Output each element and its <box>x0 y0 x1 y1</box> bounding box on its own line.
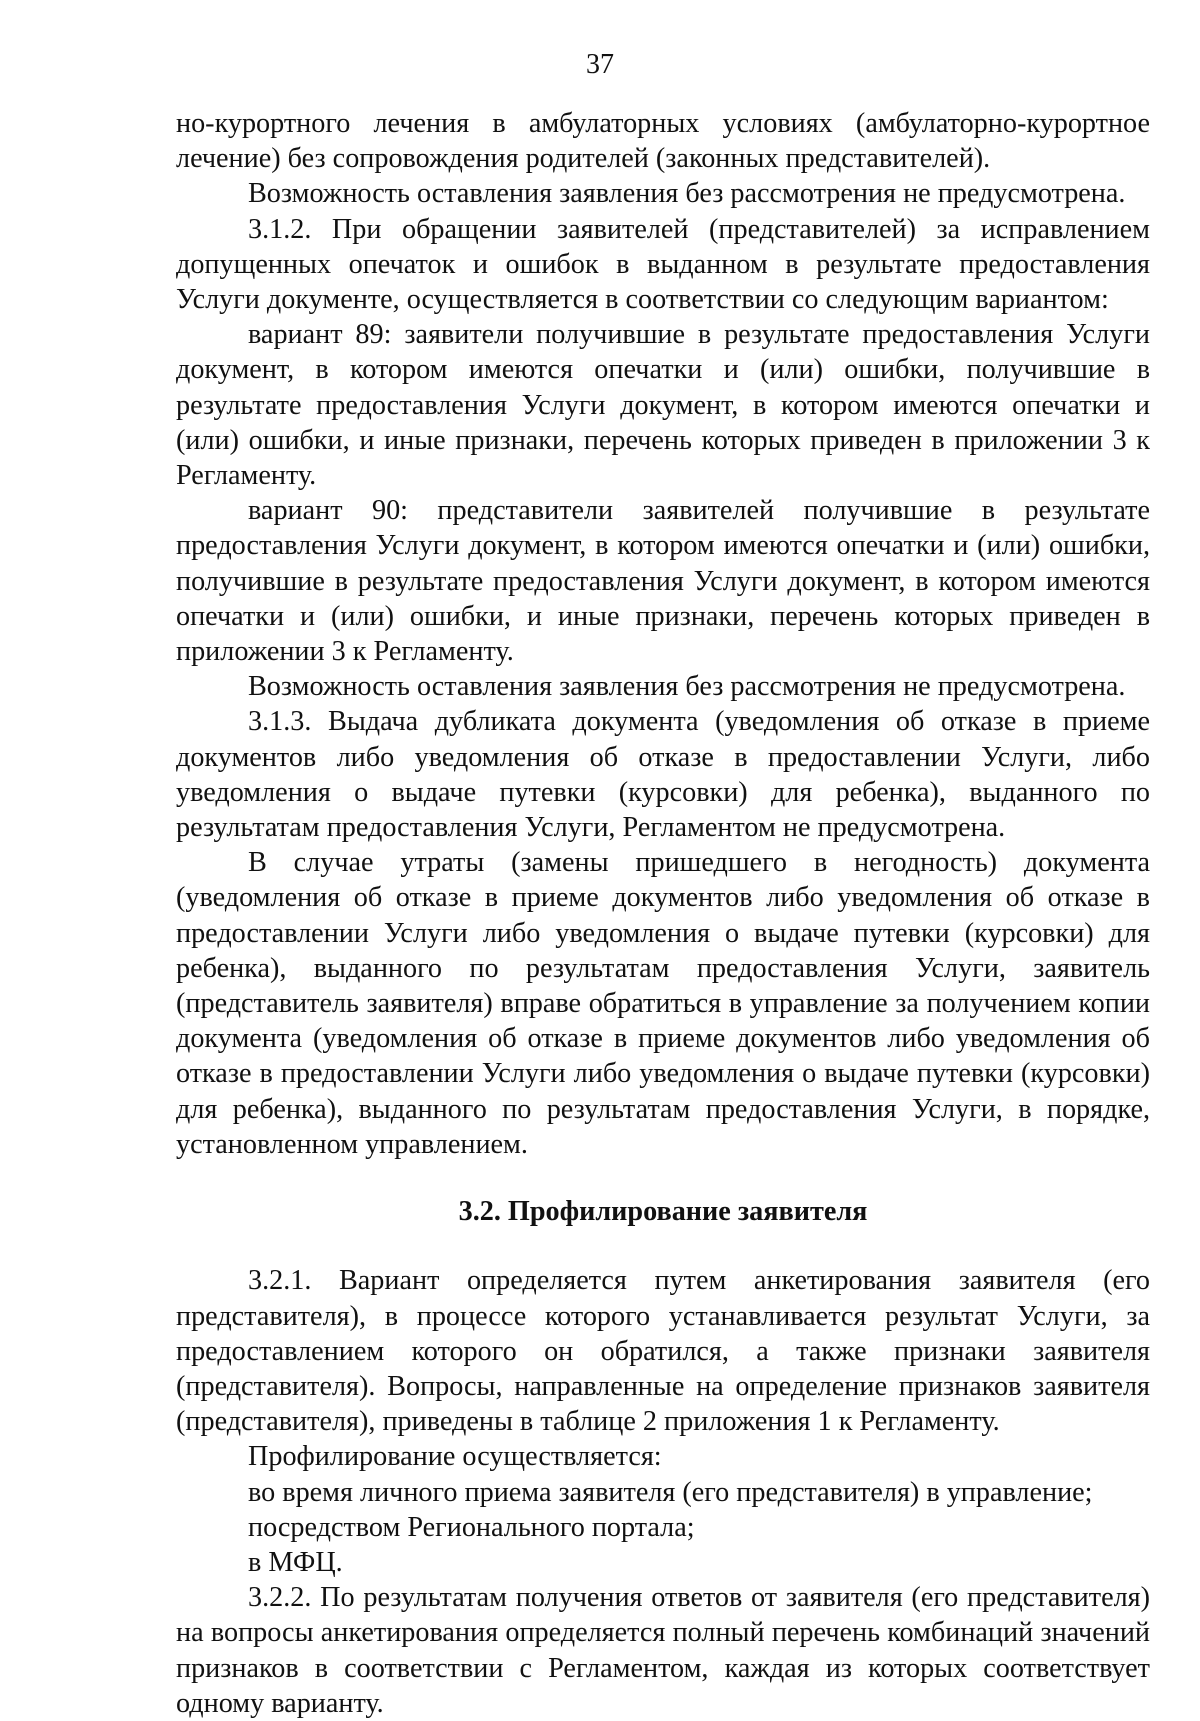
paragraph-no-dismissal-1: Возможность оставления заявления без рассмотрения не предусмотрена. <box>248 178 1126 210</box>
page-number: 37 <box>586 49 614 80</box>
paragraph-variant-90: вариант 90: представители заявителей получившие в результате предоставления Услуги документ, в котором имеются опечатки и (или) ошибки, получившие в результате предоставления Услуги документ, в котором имеются опечатки и (или) ошибки, и иные признаки, перечень которых приведен в приложении 3 к Регламенту. <box>176 495 1150 668</box>
paragraph-profiling-intro: Профилирование осуществляется: <box>248 1441 662 1473</box>
document-body <box>176 106 1150 1721</box>
paragraph-3-1-3: 3.1.3. Выдача дубликата документа (уведомления об отказе в приеме документов либо уведомления об отказе в предоставлении Услуги, либо уведомления о выдаче путевки (курсовки) для ребенка), выданного по результатам предоставления Услуги, Регламентом не предусмотрена. <box>176 706 1150 844</box>
paragraph-loss-case: В случае утраты (замены пришедшего в негодность) документа (уведомления об отказе в приеме документов либо уведомления об отказе в предоставлении Услуги либо уведомления о выдаче путевки (курсовки) для ребенка), выданного по результатам предоставления Услуги, заявитель (представитель заявителя) вправе обратиться в управление за получением копии документа (уведомления об отказе в приеме документов либо уведомления об отказе в предоставлении Услуги либо уведомления о выдаче путевки (курсовки) для ребенка), выданного по результатам предоставления Услуги, в порядке, установленном управлением. <box>176 847 1150 1160</box>
section-heading-3-2: 3.2. Профилирование заявителя <box>458 1196 868 1228</box>
list-item-mfc: в МФЦ. <box>248 1546 343 1578</box>
paragraph-variant-89: вариант 89: заявители получившие в результате предоставления Услуги документ, в котором имеются опечатки и (или) ошибки, получившие в результате предоставления Услуги документ, в котором имеются опечатки и (или) ошибки, и иные признаки, перечень которых приведен в приложении 3 к Регламенту. <box>176 319 1150 492</box>
paragraph-no-dismissal-2: Возможность оставления заявления без рассмотрения не предусмотрена. <box>248 671 1126 703</box>
list-item-regional-portal: посредством Регионального портала; <box>248 1511 695 1543</box>
paragraph-continuation: но-курортного лечения в амбулаторных условиях (амбулаторно-курортное лечение) без сопровождения родителей (законных представителей). <box>176 108 1150 175</box>
paragraph-3-1-2: 3.1.2. При обращении заявителей (представителей) за исправлением допущенных опечаток и ошибок в выданном в результате предоставления Услуги документе, осуществляется в соответствии со следующим вариантом: <box>176 213 1150 316</box>
paragraph-3-2-1: 3.2.1. Вариант определяется путем анкетирования заявителя (его представителя), в процессе которого устанавливается результат Услуги, за предоставлением которого он обратился, а также признаки заявителя (представителя). Вопросы, направленные на определение признаков заявителя (представителя), приведены в таблице 2 приложения 1 к Регламенту. <box>176 1265 1150 1438</box>
list-item-personal-reception: во время личного приема заявителя (его представителя) в управление; <box>248 1476 1093 1508</box>
paragraph-3-2-2: 3.2.2. По результатам получения ответов от заявителя (его представителя) на вопросы анкетирования определяется полный перечень комбинаций значений признаков в соответствии с Регламентом, каждая из которых соответствует одному варианту. <box>176 1582 1150 1719</box>
